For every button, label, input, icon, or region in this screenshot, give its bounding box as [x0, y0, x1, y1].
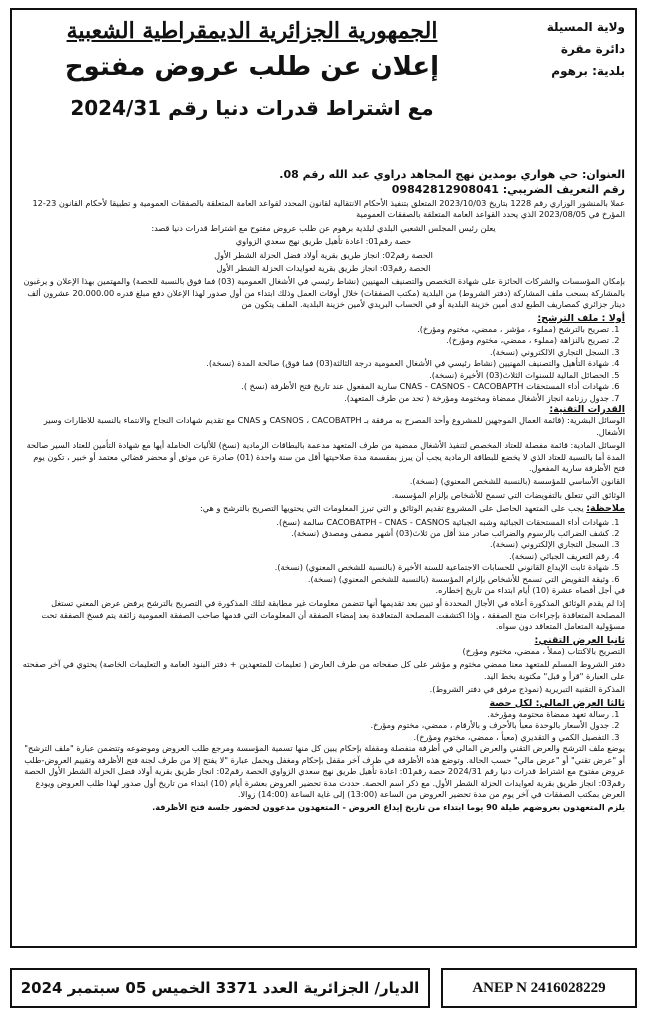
header — [22, 16, 625, 166]
human-means: الوسائل البشرية: (قائمة العمال الموجهين للمشروع وأحد المصرح به مرفقة بـ CASNOS ، CACOBATPH و CNAS مع تقديم شهادات النجاح والانتماء بالنسبة للاطارات وسير الأشغال. — [43, 415, 625, 437]
list-item: 1. تصريح بالترشح (مملوء ، مؤشر ، ممضي، مختوم ومؤرخ). — [22, 324, 609, 335]
admin-block — [495, 16, 625, 82]
intro: عملا بالمنشور الوزاري رقم 1228 بتاريخ 2023/10/03 المتعلق بتنفيذ الأحكام الانتقالية لقانون المحدد لقواعد العامة المتعلقة بالصفقات العمومية و تطبيقا لأحكام القانون 23-12 المؤرخ في 2023/08/05 الذي يحدد القواعد العامة المتعلقة بالصفقات العمومية — [32, 198, 625, 220]
section-1-title: أولا : ملف الترشح: — [537, 312, 625, 324]
titles — [22, 16, 482, 120]
lot-1: حصة رقم01: اعادة تأهيل طريق نهج سعدي الزواوي — [235, 236, 412, 247]
address: العنوان: حي هواري بومدين نهج المجاهد دراوي عبد الله رقم 08. — [279, 168, 625, 181]
newspaper-reference: الديار/ الجزائرية العدد 3371 الخميس 05 سبتمبر 2024 — [10, 968, 430, 1008]
list-item: 5. شهادة ثابت الإيداع القانوني للحسابات الاجتماعية للسنة الأخيرة (بالنسبة للشخص المعنوي) (نسخة). — [22, 562, 609, 573]
commune: بلدية: برهوم — [551, 64, 625, 78]
wilaya: ولاية المسيلة — [546, 20, 625, 34]
material-means: الوسائل المادية: قائمة مفصلة للعتاد المخصص لتنفيذ الأشغال ممضية من طرف المتعهد مدعمة بالبطاقات الرمادية (نسخ) للأليات الحاملة أيها مع شهادة التأمين للعتاد السير صالحة المدة أما بالنسبة للعتاد الذي لا يخضع للبطاقة الرمادية يجب أن يبرز بمقسمة مدة صلاحيتها أقل من سنة واحدة (01) صادرة عن موثق أو محضر قضائي معتمد أو خبير ، تكون يوم فتح الأظرفة سارية المفعول. — [26, 440, 625, 473]
list-item: 3. السجل التجاري الالكتروني (نسخة). — [22, 347, 609, 358]
list-item: 1. شهادات أداء المستحقات الجبائية وشبه الجبائية CACOBATPH - CNAS - CASNOS سالمة (نسخ). — [22, 517, 609, 528]
section-2-a: التصريح بالاكتتاب (مملأ ، ممضي، مختوم ومؤرخ) — [462, 646, 625, 657]
list-item: 6. وثيقة التفويض التي تسمح للأشخاص بإلزام المؤسسة (بالنسبة للشخص المعنوي) (نسخة). — [22, 574, 609, 585]
anep-number: ANEP N 2416028229 — [441, 968, 637, 1008]
section-3-list — [22, 709, 609, 743]
legal-text: إذا لم يقدم الوثائق المذكورة أعلاه في الأجال المحددة أو تبين بعد تقديمها أنها تتضمن معلومات غير مطابقة لتلك المذكورة في التصريح بالترشح يرفض عرض المعني تستغل المصلحة المتعاقدة بإجراءات منح الصفقة ، وإذا اكتشفت المصلحة المتعاقدة بعد إمضاء الصفقة أن المعلومات التي قدمها صاحب الصفقة العمومية زائفة يتم فسخ الصفقة تحت مسؤولية المتعامل المتعاقد دون سواه. — [41, 598, 625, 632]
item-10: الوثائق التي تتعلق بالتفويضات التي تسمح للأشخاص بإلزام المؤسسة. — [391, 489, 625, 500]
closing: يوضع ملف الترشح والعرض التقني والعرض المالي في أظرفة منفصلة ومقفلة بإحكام يبين كل منها تسمية المؤسسة ومرجع طلب العروض وموضوعه وتتضمن عبارة "ملف الترشح" أو "عرض تقني" أو "عرض مالي" حسب الحالة. وتوضع هذه الأظرفة في ظرف آخر مقفل بإحكام ومغفل ويحمل عبارة "لا يفتح إلا من طرف لجنة فتح الأظرفة وتقييم العروض-طلب عروض مفتوح مع اشتراط قدرات دنيا رقم 2024/31 حصة رقم01: اعادة تأهيل طريق نهج سعدي الزواوي الحصة رقم02: انجاز طريق بقرية أولاد فضل الحزلة الشطر الأول الحصة رقم03: انجاز طريق بقرية لعوايدات الحزلة الشطر الأول. مع ذكر اسم الحصة. حددت مدة تحضير العروض بعشرة أيام (10) ابتداء من تاريخ أول صدور لهذا طلب العروض ويودع العرض بمكتب الصفقات في آخر يوم من مدة تحضير العروض من الساعة (13:00) إلى غاية الساعة (14:00) زوالا. — [24, 743, 625, 799]
list-item: 6. شهادات أداء المستحقات CNAS - CASNOS - CACOBAPTH سارية المفعول عند تاريخ فتح الأظرفة (نسخ ). — [22, 381, 609, 392]
list-item: 4. شهادة التأهيل والتصنيف المهنيين (نشاط رئيسي في الأشغال العمومية درجة الثالثة(03) فما فوق) صالحة المدة (نسخة). — [22, 358, 609, 369]
section-3-title: ثالثا العرض المالي: لكل حصة — [489, 697, 625, 709]
daira: دائرة مقرة — [560, 42, 625, 56]
lot-2: الحصة رقم02: انجاز طريق بقرية أولاد فضل الحزلة الشطر الأول — [214, 249, 433, 260]
section-2-c: المذكرة التقنية التبريرية (نموذج مرفق في دفتر الشروط). — [429, 684, 625, 695]
announcement-frame — [10, 8, 637, 948]
eligibility: بإمكان المؤسسات والشركات الحائزة على شهادة التخصص والتصنيف المهنيين (نشاط رئيسي في الأشغال العمومية (03) فما فوق بالنسبة للحصة) والمهتمين بهذا الإعلان و يرغبون بالمشاركة بسحب ملف المشاركة (دفتر الشروط) من البلدية (مكتب الصفقات) خلال أوقات العمل وذلك ابتداء من أول صدور لهذا الإعلان دفع مبلغ قدره 20.000.00 عشرون ألف دينار جزائري كمصاريف الطبع لدى أمين خزينة البلدية أو في الحساب البريدي لأمين خزينة البلدية. الملف يتكون من — [23, 276, 625, 310]
item-9: القانون الأساسي للمؤسسة (بالنسبة للشخص المعنوي) (نسخة). — [409, 476, 625, 487]
lot-3: الحصة رقم03: انجاز طريق بقرية لعوايدات الحزلة الشطر الأول — [216, 263, 431, 274]
deadline: في أجل أقصاه عشرة (10) أيام ابتداء من تاريخ إخطاره. — [435, 585, 625, 595]
republic-title: الجمهورية الجزائرية الديمقراطية الشعبية — [66, 18, 438, 44]
announce-title: إعلان عن طلب عروض مفتوح — [64, 52, 440, 82]
list-item: 4. رقم التعريف الجبائي (نسخة). — [22, 551, 609, 562]
section-2-b: دفتر الشروط المسلم للمتعهد معنا ممضي مختوم و مؤشر على كل صفحاته من طرف العارض ( تعليمات للمتعهدين + دفتر البنود العامة و التعليمات الخاصة) يحتوي في آخر صفحته على العبارة "قرأ و قبل" مكتوبة بخط اليد. — [22, 659, 625, 681]
capacity-title: القدرات التقنية: — [549, 403, 625, 415]
section-1-list — [22, 324, 609, 404]
closing-2: يلزم المتعهدون بعروضهم طيلة 90 يوما ابتداء من تاريخ إيداع العروض - المتعهدون مدعوون لحضور جلسة فتح الأظرفة. — [152, 802, 625, 813]
note: يجب على المتعهد الحاصل على المشروع تقديم الوثائق و التي تبرز المعلومات التي يحتويها التصريح بالترشح و هي: — [199, 503, 584, 514]
list-item: 2. جدول الأسعار بالوحدة معبأ بالأحرف و بالأرقام ، ممضي، مختوم ومؤرخ. — [22, 720, 609, 731]
list-item: 3. السجل التجاري الإلكتروني (نسخة). — [22, 539, 609, 550]
list-item: 2. كشف الضرائب بالرسوم والضرائب صادر منذ أقل من ثلاث(03) أشهر مصفى ومصدق (نسخة). — [22, 528, 609, 539]
footer — [10, 968, 637, 1012]
fiscal-number: رقم التعريف الضريبي: 09842812908041 — [391, 183, 625, 196]
intro2: يعلن رئيس المجلس الشعبي البلدي لبلدية برهوم عن طلب عروض مفتوح مع اشتراط قدرات دنيا قصد: — [151, 222, 496, 233]
note-list — [22, 517, 609, 585]
tender-subtitle: مع اشتراط قدرات دنيا رقم 2024/31 — [70, 96, 434, 120]
list-item: 7. جدول رزنامة انجاز الأشغال ممضاة ومختومة ومؤرخة ( تحد من طرف المتعهد). — [22, 393, 609, 404]
list-item: 2. تصريح بالنزاهة (مملوء ، ممضي، مختوم ومؤرخ). — [22, 335, 609, 346]
list-item: 3. التفصيل الكمي و التقديري (معبأ ، ممضي، مختوم ومؤرخ). — [22, 732, 609, 743]
announcement-body — [22, 198, 625, 814]
list-item: 5. الحصائل المالية للسنوات الثلاث(03) الأخيرة (نسخة). — [22, 370, 609, 381]
section-2-title: ثانيا العرض التقني: — [534, 634, 625, 646]
note-title: ملاحظة: — [586, 503, 625, 515]
list-item: 1. رسالة تعهد ممضاة محتومة ومؤرخة. — [22, 709, 609, 720]
